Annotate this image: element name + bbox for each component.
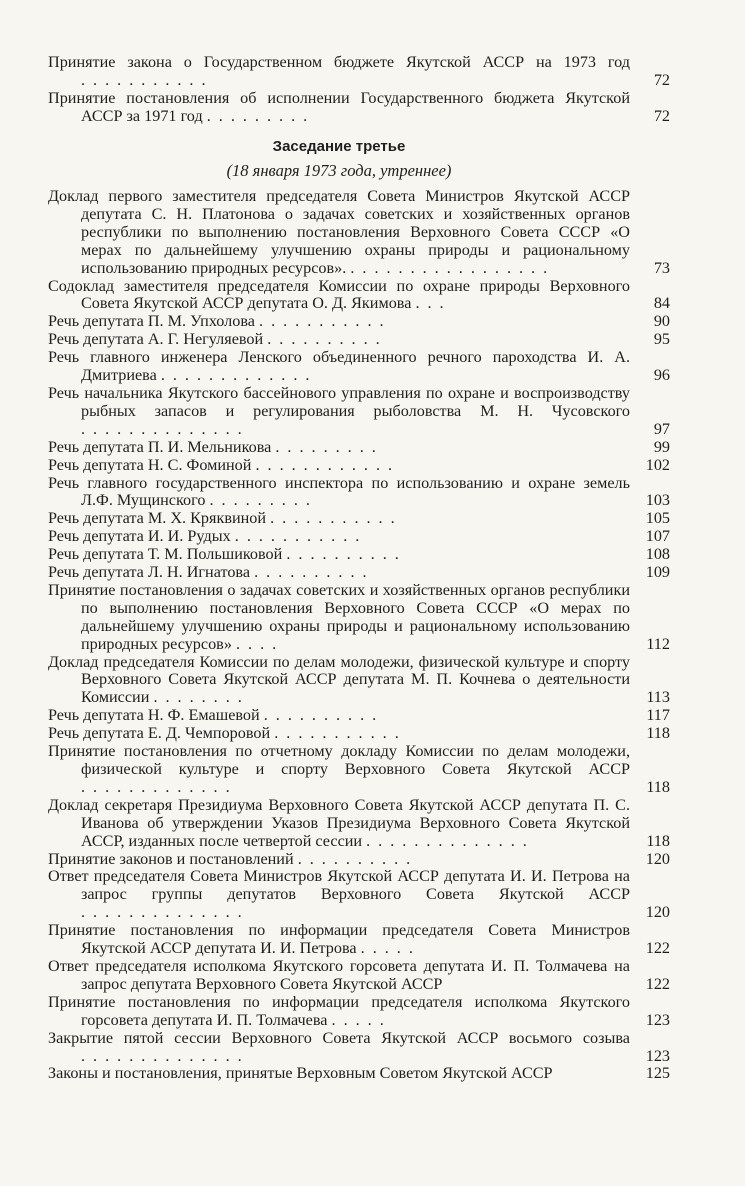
toc-entry: Закрытие пятой сессии Верховного Совета Якутской АССР восьмого созыва .............. 123 bbox=[48, 1028, 670, 1065]
toc-entry: Речь депутата А. Г. Негуляевой .......... 95 bbox=[48, 330, 670, 349]
toc-entry: Принятие законов и постановлений .......... 120 bbox=[48, 849, 670, 868]
toc-entry: Доклад первого заместителя председателя Совета Министров Якутской АССР депутата С. Н. Платонова о задачах советских и хозяйственных органов республики по выполнению постановления Верховного Совета СССР «О мерах по дальнейшему улучшению охраны природы и рациональному использованию природных ресурсов». ................. 73 bbox=[48, 187, 670, 277]
page-number: 72 bbox=[653, 70, 670, 89]
page-number: 105 bbox=[645, 509, 670, 528]
toc-entry: Принятие постановления об исполнении Государственного бюджета Якутской АССР за 1971 год ......... 72 bbox=[48, 88, 670, 125]
page-number: 102 bbox=[645, 455, 670, 474]
toc-entry: Речь депутата Н. С. Фоминой ............ 102 bbox=[48, 455, 670, 474]
toc-entry: Принятие закона о Государственном бюджете Якутской АССР на 1973 год ........... 72 bbox=[48, 53, 670, 89]
toc-entry: Содоклад заместителя председателя Комиссии по охране природы Верховного Совета Якутской АССР депутата О. Д. Якимова ... 84 bbox=[48, 276, 670, 313]
page-number: 123 bbox=[645, 1046, 670, 1065]
toc-entry: Доклад секретаря Президиума Верховного Совета Якутской АССР депутата П. С. Иванова об утверждении Указов Президиума Верховного Совета Якутской АССР, изданных после четвертой сессии .............. 118 bbox=[48, 795, 670, 850]
page-number: 118 bbox=[646, 724, 670, 743]
toc-entry: Речь главного инженера Ленского объединенного речного пароходства И. А. Дмитриева ............. 96 bbox=[48, 348, 670, 385]
toc-entry: Речь начальника Якутского бассейнового управления по охране и воспроизводству рыбных запасов и регулирования рыболовства М. Н. Чусовского .............. 97 bbox=[48, 383, 670, 438]
page-number: 118 bbox=[646, 831, 670, 850]
toc-entry: Принятие постановления по информации председателя исполкома Якутского горсовета депутата И. П. Толмачева ..... 123 bbox=[48, 992, 670, 1029]
toc-entry: Речь депутата Т. М. Польшиковой .......... 108 bbox=[48, 545, 670, 564]
page-number: 109 bbox=[645, 563, 670, 582]
page-number: 97 bbox=[653, 419, 670, 438]
page-number: 90 bbox=[653, 312, 670, 331]
page-number: 122 bbox=[645, 939, 670, 958]
section-subtitle: (18 января 1973 года, утреннее) bbox=[226, 161, 452, 180]
page-number: 120 bbox=[645, 903, 670, 922]
toc-entry: Законы и постановления, принятые Верховным Советом Якутской АССР 125 bbox=[48, 1064, 670, 1083]
page-number: 123 bbox=[645, 1010, 670, 1029]
toc-entry: Речь главного государственного инспектора по использованию и охране земель Л.Ф. Мущинского ......... 103 bbox=[48, 473, 670, 510]
toc-entry: Речь депутата Л. Н. Игнатова .......... 109 bbox=[48, 563, 670, 582]
page-number: 103 bbox=[645, 491, 670, 510]
page-number: 108 bbox=[645, 545, 670, 564]
toc-entry: Речь депутата Е. Д. Чемпоровой ........... 118 bbox=[48, 724, 670, 743]
page-number: 120 bbox=[645, 849, 670, 868]
page-number: 73 bbox=[653, 258, 670, 277]
toc-entry: Принятие постановления о задачах советских и хозяйственных органов республики по выполнению постановления Верховного Совета СССР «О мерах по дальнейшему улучшению охраны природы и рациональному использованию природных ресурсов» .... 112 bbox=[48, 580, 670, 653]
page-number: 84 bbox=[653, 294, 670, 313]
toc-entry: Речь депутата И. И. Рудых ........... 107 bbox=[48, 527, 670, 546]
section-title: Заседание третье bbox=[272, 138, 406, 155]
toc-top-block bbox=[48, 54, 676, 126]
page-number: 122 bbox=[645, 974, 670, 993]
page-number: 72 bbox=[653, 106, 670, 125]
toc-entry: Речь депутата П. И. Мельникова ......... 99 bbox=[48, 437, 670, 456]
toc-entry: Речь депутата М. Х. Кряквиной ........... 105 bbox=[48, 509, 670, 528]
toc-entry: Принятие постановления по отчетному докладу Комиссии по делам молодежи, физической культуре и спорту Верховного Совета Якутской АССР ............. 118 bbox=[48, 742, 670, 796]
page-number: 107 bbox=[645, 527, 670, 546]
page-number: 96 bbox=[653, 366, 670, 385]
toc-entry: Ответ председателя Совета Министров Якутской АССР депутата И. И. Петрова на запрос группы депутатов Верховного Совета Якутской АССР .............. 120 bbox=[48, 867, 670, 922]
page-number: 112 bbox=[646, 634, 670, 653]
toc-entry: Речь депутата Н. Ф. Емашевой .......... 117 bbox=[48, 706, 670, 725]
page-number: 95 bbox=[653, 330, 670, 349]
page-number: 125 bbox=[645, 1064, 670, 1083]
toc-entry: Ответ председателя исполкома Якутского горсовета депутата И. П. Толмачева на запрос депутата Верховного Совета Якутской АССР 122 bbox=[48, 956, 670, 993]
toc-entry: Принятие постановления по информации председателя Совета Министров Якутской АССР депутата И. И. Петрова ..... 122 bbox=[48, 921, 670, 958]
page-number: 118 bbox=[646, 777, 670, 796]
toc-list bbox=[48, 188, 676, 1083]
toc-entry: Доклад председателя Комиссии по делам молодежи, физической культуре и спорту Верховного Совета Якутской АССР депутата М. П. Кочнева о деятельности Комиссии ........ 113 bbox=[48, 652, 670, 707]
page-number: 117 bbox=[646, 706, 670, 725]
toc-entry: Речь депутата П. М. Упхолова ........... 90 bbox=[48, 312, 670, 331]
page-number: 99 bbox=[653, 437, 670, 456]
page-number: 113 bbox=[646, 688, 670, 707]
